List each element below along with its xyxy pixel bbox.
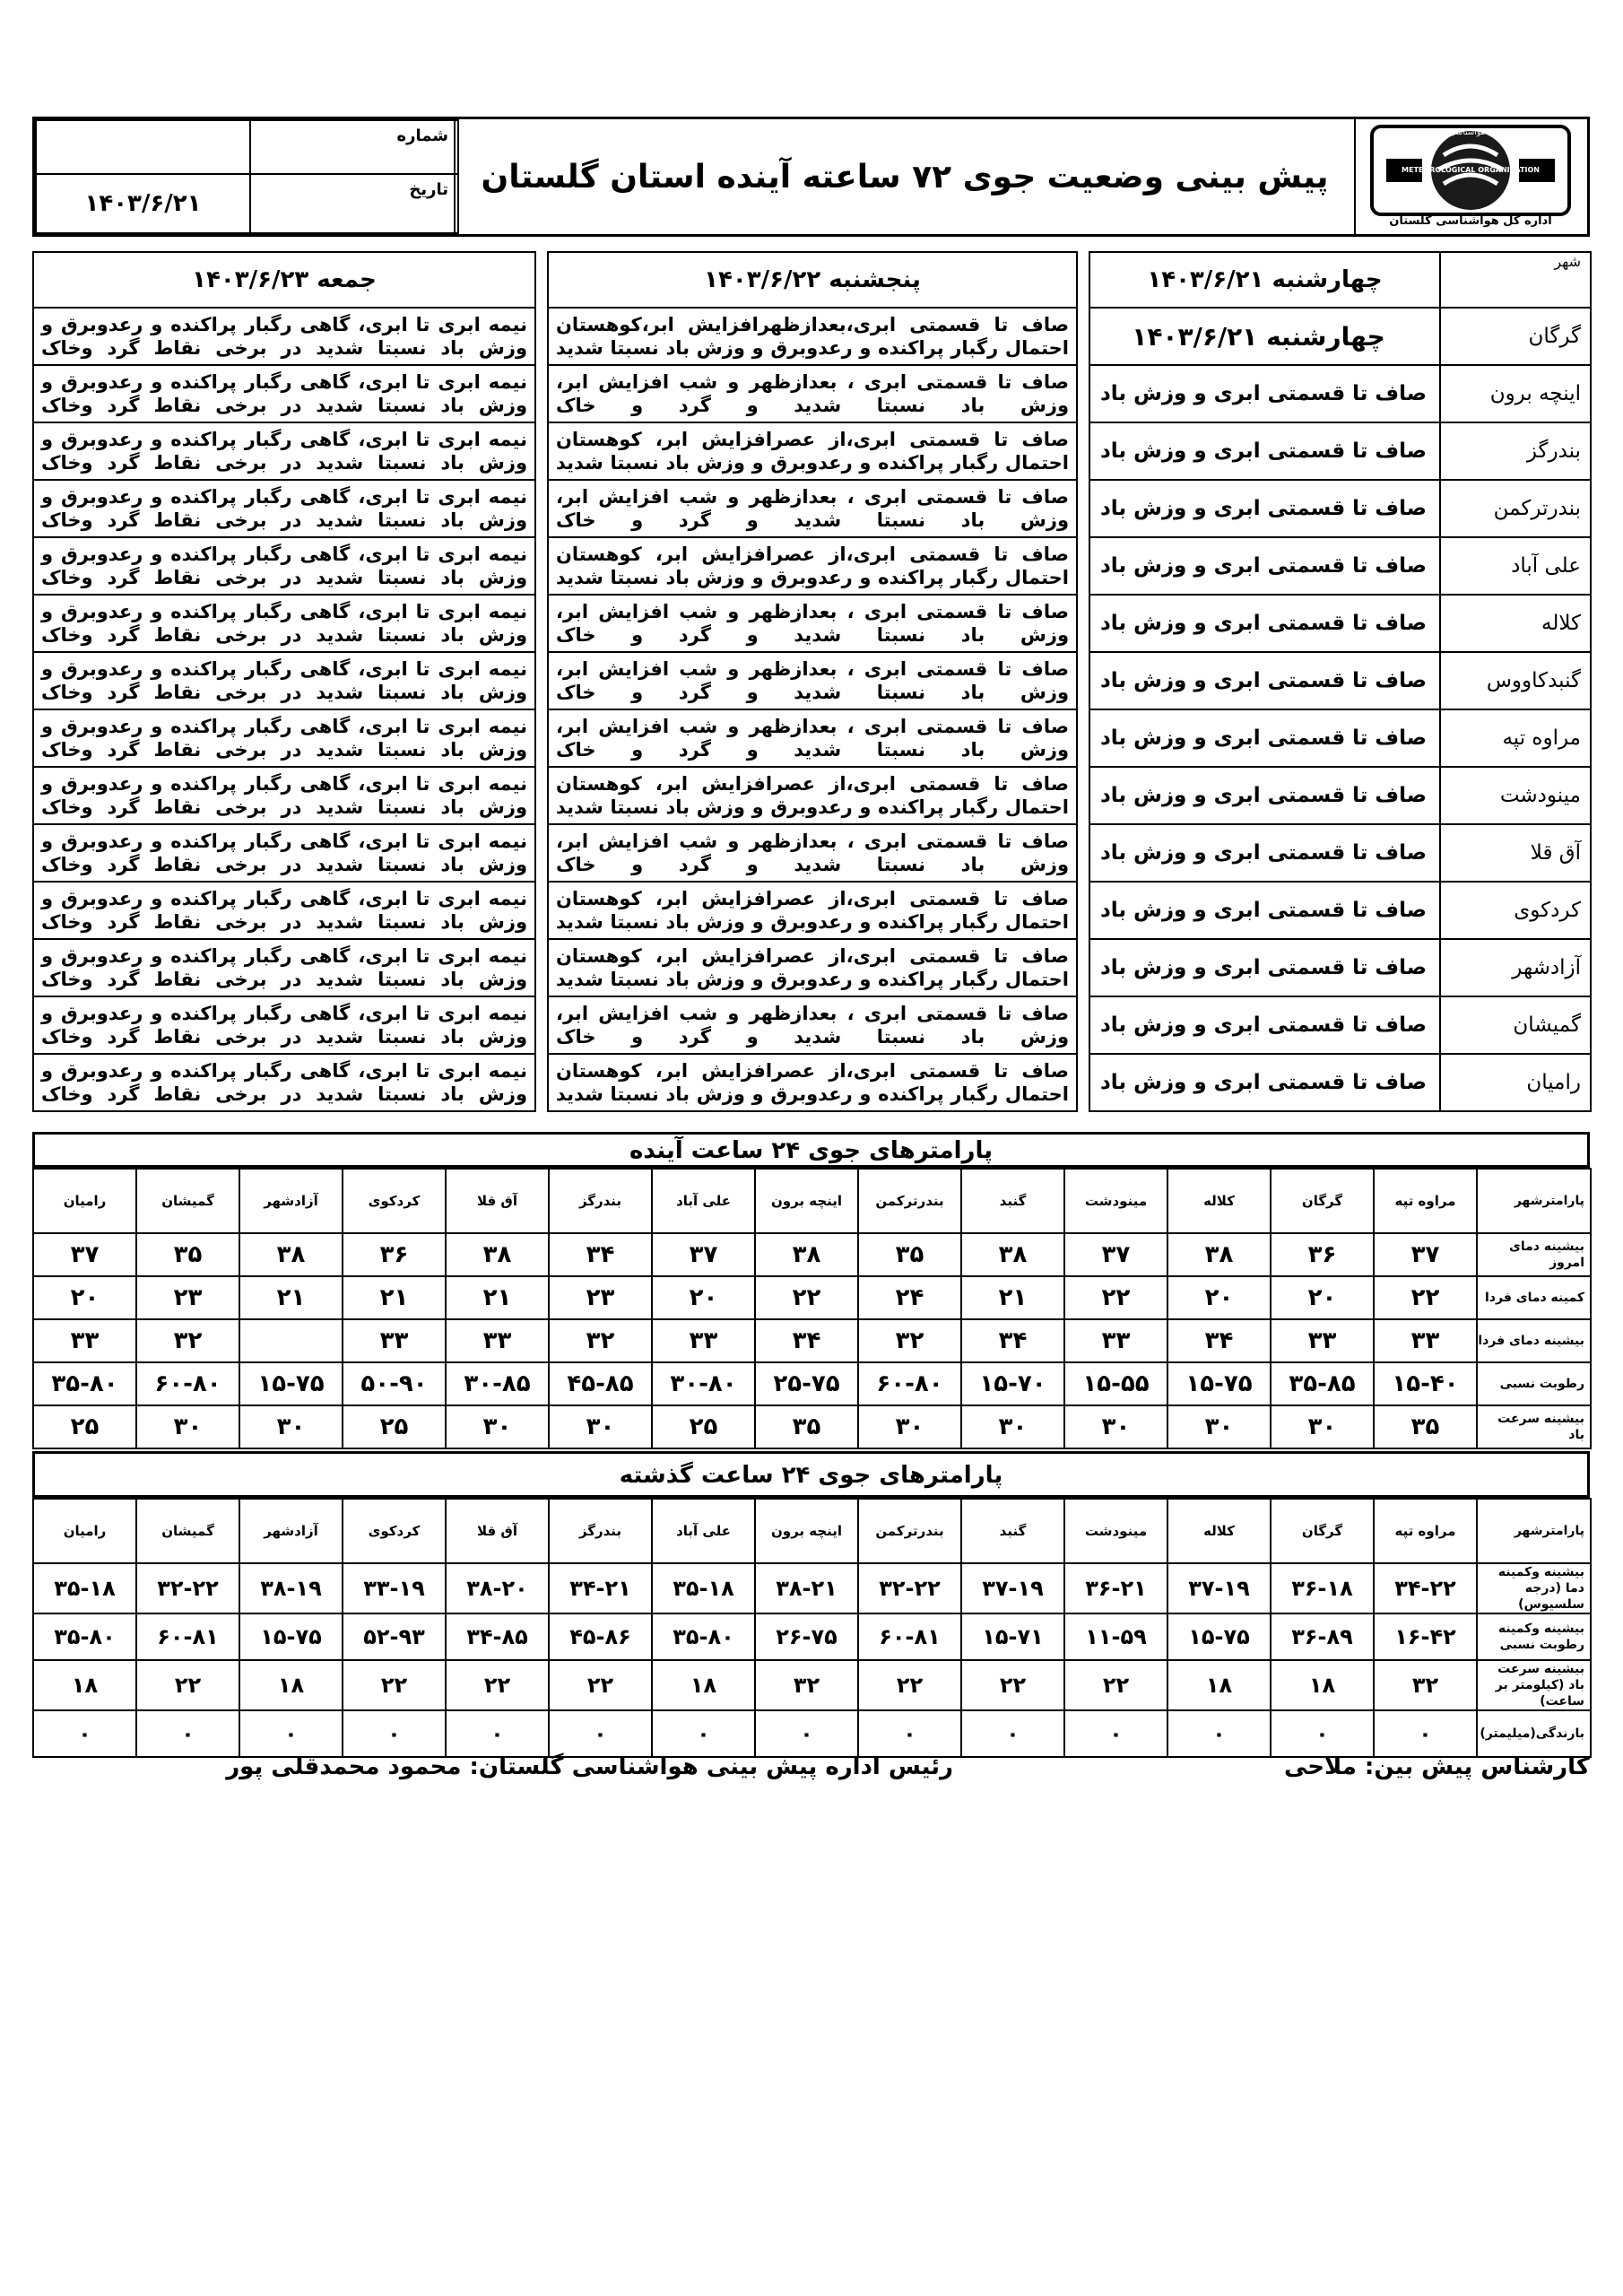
forecast-day3-cell: نیمه ابری تا ابری، گاهی رگبار پراکنده و رعدوبرق و وزش باد نسبتا شدید در برخی نقاط گرد وخاک bbox=[33, 824, 535, 882]
param-label-cell: بیشینه دمای فردا bbox=[1477, 1319, 1591, 1362]
param-value-cell: ۱۸ bbox=[1271, 1660, 1374, 1710]
param-value-cell: ۲۳ bbox=[136, 1276, 239, 1319]
forecaster-name: کارشناس پیش بین: ملاحی bbox=[1283, 1753, 1590, 1780]
day-header-3: جمعه ۱۴۰۳/۶/۲۳ bbox=[33, 252, 535, 308]
param-value-cell: ۳۴ bbox=[755, 1319, 858, 1362]
forecast-day1-cell: صاف تا قسمتی ابری و وزش باد bbox=[1089, 537, 1440, 595]
param-value-cell: ۳۵-۸۰ bbox=[652, 1613, 755, 1660]
param-value-cell: ۳۰ bbox=[961, 1405, 1064, 1448]
param-city-header: علی آباد bbox=[652, 1169, 755, 1233]
param-city-header: گمیشان bbox=[136, 1169, 239, 1233]
param-corner-header: پارامترشهر bbox=[1477, 1169, 1591, 1233]
param-corner-header: پارامترشهر bbox=[1477, 1499, 1591, 1563]
param-city-header: مینودشت bbox=[1064, 1169, 1167, 1233]
forecast-city-cell: بندرگز bbox=[1440, 422, 1591, 480]
param-city-header: بندرترکمن bbox=[858, 1499, 961, 1563]
forecast-city-cell: رامیان bbox=[1440, 1054, 1591, 1111]
param-value-cell: ۳۷ bbox=[652, 1233, 755, 1276]
param-city-header: اینچه برون bbox=[755, 1499, 858, 1563]
forecast-row bbox=[33, 824, 1591, 882]
forecast-row bbox=[33, 709, 1591, 767]
param-value-cell: ۵۲-۹۳ bbox=[343, 1613, 446, 1660]
param-city-header: گرگان bbox=[1271, 1169, 1374, 1233]
head-name: رئیس اداره پیش بینی هواشناسی گلستان: محمود محمدقلی پور bbox=[226, 1753, 953, 1780]
forecast-day3-cell: نیمه ابری تا ابری، گاهی رگبار پراکنده و رعدوبرق و وزش باد نسبتا شدید در برخی نقاط گرد وخاک bbox=[33, 480, 535, 537]
param-value-cell: ۳۶-۲۱ bbox=[1064, 1563, 1167, 1613]
param-value-cell: ۱۵-۷۱ bbox=[961, 1613, 1064, 1660]
param-value-cell: ۰ bbox=[1271, 1710, 1374, 1757]
param-value-cell: ۳۶ bbox=[1271, 1233, 1374, 1276]
day-header-2: پنجشنبه ۱۴۰۳/۶/۲۲ bbox=[548, 252, 1077, 308]
param-city-header: آزادشهر bbox=[239, 1169, 343, 1233]
param-value-cell: ۲۵ bbox=[652, 1405, 755, 1448]
forecast-day3-cell: نیمه ابری تا ابری، گاهی رگبار پراکنده و رعدوبرق و وزش باد نسبتا شدید در برخی نقاط گرد وخاک bbox=[33, 595, 535, 652]
param-value-cell: ۳۵-۱۸ bbox=[652, 1563, 755, 1613]
param-value-cell: ۰ bbox=[755, 1710, 858, 1757]
param-city-header: گنبد bbox=[961, 1169, 1064, 1233]
param-value-cell: ۲۵ bbox=[343, 1405, 446, 1448]
param-value-cell: ۳۷-۱۹ bbox=[961, 1563, 1064, 1613]
param-city-header: علی آباد bbox=[652, 1499, 755, 1563]
param-city-header: اینچه برون bbox=[755, 1169, 858, 1233]
param-value-cell: ۱۵-۴۰ bbox=[1374, 1362, 1477, 1405]
param-value-cell: ۲۱ bbox=[446, 1276, 549, 1319]
forecast-day3-cell: نیمه ابری تا ابری، گاهی رگبار پراکنده و رعدوبرق و وزش باد نسبتا شدید در برخی نقاط گرد وخاک bbox=[33, 882, 535, 939]
param-value-cell: ۲۲ bbox=[1374, 1276, 1477, 1319]
param-value-cell: ۳۲ bbox=[755, 1660, 858, 1710]
param-value-cell: ۳۰ bbox=[1064, 1405, 1167, 1448]
forecast-table bbox=[32, 251, 1592, 1112]
forecast-day3-cell: نیمه ابری تا ابری، گاهی رگبار پراکنده و رعدوبرق و وزش باد نسبتا شدید در برخی نقاط گرد وخاک bbox=[33, 537, 535, 595]
param-city-header: رامیان bbox=[33, 1499, 136, 1563]
forecast-row bbox=[33, 1054, 1591, 1111]
param-value-cell: ۱۵-۷۰ bbox=[961, 1362, 1064, 1405]
param-value-cell: ۱۵-۵۵ bbox=[1064, 1362, 1167, 1405]
forecast-row bbox=[33, 882, 1591, 939]
param-row bbox=[33, 1276, 1591, 1319]
forecast-day2-cell: صاف تا قسمتی ابری،از عصرافزایش ابر، کوهستان احتمال رگبار پراکنده و رعدوبرق و وزش باد نسبتا شدید bbox=[548, 1054, 1077, 1111]
param-city-header: آزادشهر bbox=[239, 1499, 343, 1563]
param-value-cell: ۳۴-۲۱ bbox=[549, 1563, 652, 1613]
next24-table bbox=[32, 1168, 1592, 1449]
param-value-cell: ۳۷ bbox=[1374, 1233, 1477, 1276]
forecast-city-cell: علی آباد bbox=[1440, 537, 1591, 595]
param-label-cell: بارندگی(میلیمتر) bbox=[1477, 1710, 1591, 1757]
param-value-cell: ۵۰-۹۰ bbox=[343, 1362, 446, 1405]
param-value-cell: ۱۵-۷۵ bbox=[239, 1613, 343, 1660]
forecast-day2-cell: صاف تا قسمتی ابری،از عصرافزایش ابر، کوهستان احتمال رگبار پراکنده و رعدوبرق و وزش باد نسبتا شدید bbox=[548, 422, 1077, 480]
param-value-cell: ۶۰-۸۱ bbox=[136, 1613, 239, 1660]
param-value-cell: ۳۲ bbox=[549, 1319, 652, 1362]
param-value-cell: ۳۵-۱۸ bbox=[33, 1563, 136, 1613]
param-city-header: مینودشت bbox=[1064, 1499, 1167, 1563]
param-city-header: بندرترکمن bbox=[858, 1169, 961, 1233]
forecast-day3-cell: نیمه ابری تا ابری، گاهی رگبار پراکنده و رعدوبرق و وزش باد نسبتا شدید در برخی نقاط گرد وخاک bbox=[33, 709, 535, 767]
param-value-cell: ۰ bbox=[1167, 1710, 1271, 1757]
param-value-cell: ۳۵-۸۰ bbox=[33, 1613, 136, 1660]
param-value-cell: ۰ bbox=[652, 1710, 755, 1757]
param-row bbox=[33, 1319, 1591, 1362]
param-value-cell: ۳۳ bbox=[446, 1319, 549, 1362]
forecast-day3-cell: نیمه ابری تا ابری، گاهی رگبار پراکنده و رعدوبرق و وزش باد نسبتا شدید در برخی نقاط گرد وخاک bbox=[33, 422, 535, 480]
page-title: پیش بینی وضعیت جوی ۷۲ ساعته آینده استان گلستان bbox=[481, 158, 1329, 196]
param-label-cell: بیشینه وکمینه رطوبت نسبی bbox=[1477, 1613, 1591, 1660]
param-value-cell: ۳۵-۸۵ bbox=[1271, 1362, 1374, 1405]
param-value-cell: ۰ bbox=[343, 1710, 446, 1757]
forecast-day2-cell: صاف تا قسمتی ابری ، بعدازظهر و شب افزایش ابر، وزش باد نسبتا شدید و گرد و خاک bbox=[548, 652, 1077, 709]
param-row bbox=[33, 1710, 1591, 1757]
param-value-cell: ۳۰ bbox=[1167, 1405, 1271, 1448]
forecast-row bbox=[33, 595, 1591, 652]
forecast-day2-cell: صاف تا قسمتی ابری،از عصرافزایش ابر، کوهستان احتمال رگبار پراکنده و رعدوبرق و وزش باد نسبتا شدید bbox=[548, 767, 1077, 824]
param-city-header: کردکوی bbox=[343, 1169, 446, 1233]
param-value-cell: ۳۰-۸۰ bbox=[652, 1362, 755, 1405]
param-value-cell: ۶۰-۸۰ bbox=[136, 1362, 239, 1405]
forecast-city-cell: آق قلا bbox=[1440, 824, 1591, 882]
param-value-cell: ۲۶-۷۵ bbox=[755, 1613, 858, 1660]
forecast-day3-cell: نیمه ابری تا ابری، گاهی رگبار پراکنده و رعدوبرق و وزش باد نسبتا شدید در برخی نقاط گرد وخاک bbox=[33, 1054, 535, 1111]
param-city-header: مراوه تپه bbox=[1374, 1499, 1477, 1563]
param-city-header: مراوه تپه bbox=[1374, 1169, 1477, 1233]
param-value-cell: ۰ bbox=[1374, 1710, 1477, 1757]
forecast-city-cell: کلاله bbox=[1440, 595, 1591, 652]
forecast-day2-cell: صاف تا قسمتی ابری،بعدازظهرافزایش ابر،کوهستان احتمال رگبار پراکنده و رعدوبرق و وزش باد نسبتا شدید bbox=[548, 308, 1077, 365]
forecast-day1-cell: صاف تا قسمتی ابری و وزش باد bbox=[1089, 767, 1440, 824]
forecast-day1-cell: صاف تا قسمتی ابری و وزش باد bbox=[1089, 882, 1440, 939]
param-city-header: کلاله bbox=[1167, 1499, 1271, 1563]
forecast-day2-cell: صاف تا قسمتی ابری ، بعدازظهر و شب افزایش ابر، وزش باد نسبتا شدید و گرد و خاک bbox=[548, 709, 1077, 767]
forecast-day1-cell: صاف تا قسمتی ابری و وزش باد bbox=[1089, 480, 1440, 537]
param-value-cell: ۰ bbox=[961, 1710, 1064, 1757]
param-city-header: گمیشان bbox=[136, 1499, 239, 1563]
param-value-cell bbox=[239, 1319, 343, 1362]
param-value-cell: ۳۵-۸۰ bbox=[33, 1362, 136, 1405]
forecast-row bbox=[33, 422, 1591, 480]
param-value-cell: ۳۲ bbox=[1374, 1660, 1477, 1710]
forecast-day2-cell: صاف تا قسمتی ابری ، بعدازظهر و شب افزایش ابر، وزش باد نسبتا شدید و گرد و خاک bbox=[548, 365, 1077, 422]
forecast-day3-cell: نیمه ابری تا ابری، گاهی رگبار پراکنده و رعدوبرق و وزش باد نسبتا شدید در برخی نقاط گرد وخاک bbox=[33, 939, 535, 996]
param-row bbox=[33, 1362, 1591, 1405]
forecast-day1-cell: صاف تا قسمتی ابری و وزش باد bbox=[1089, 824, 1440, 882]
forecast-day2-cell: صاف تا قسمتی ابری،از عصرافزایش ابر، کوهستان احتمال رگبار پراکنده و رعدوبرق و وزش باد نسبتا شدید bbox=[548, 939, 1077, 996]
param-value-cell: ۳۰ bbox=[446, 1405, 549, 1448]
forecast-day2-cell: صاف تا قسمتی ابری ، بعدازظهر و شب افزایش ابر، وزش باد نسبتا شدید و گرد و خاک bbox=[548, 824, 1077, 882]
forecast-day1-cell: صاف تا قسمتی ابری و وزش باد bbox=[1089, 652, 1440, 709]
forecast-row bbox=[33, 996, 1591, 1054]
forecast-row bbox=[33, 365, 1591, 422]
param-value-cell: ۲۲ bbox=[136, 1660, 239, 1710]
param-value-cell: ۳۰ bbox=[1271, 1405, 1374, 1448]
param-value-cell: ۳۳ bbox=[1064, 1319, 1167, 1362]
param-label-cell: بیشینه وکمینه دما (درجه سلسیوس) bbox=[1477, 1563, 1591, 1613]
param-value-cell: ۱۸ bbox=[33, 1660, 136, 1710]
param-value-cell: ۳۳-۱۹ bbox=[343, 1563, 446, 1613]
forecast-day3-cell: نیمه ابری تا ابری، گاهی رگبار پراکنده و رعدوبرق و وزش باد نسبتا شدید در برخی نقاط گرد وخاک bbox=[33, 308, 535, 365]
param-value-cell: ۲۰ bbox=[1271, 1276, 1374, 1319]
number-label: شماره bbox=[250, 120, 458, 174]
forecast-day2-cell: صاف تا قسمتی ابری،از عصرافزایش ابر، کوهستان احتمال رگبار پراکنده و رعدوبرق و وزش باد نسبتا شدید bbox=[548, 882, 1077, 939]
forecast-city-cell: کردکوی bbox=[1440, 882, 1591, 939]
param-value-cell: ۳۶ bbox=[343, 1233, 446, 1276]
param-value-cell: ۶۰-۸۱ bbox=[858, 1613, 961, 1660]
forecast-row bbox=[33, 939, 1591, 996]
param-city-header: گنبد bbox=[961, 1499, 1064, 1563]
forecast-day1-cell: صاف تا قسمتی ابری و وزش باد bbox=[1089, 939, 1440, 996]
param-value-cell: ۲۲ bbox=[858, 1660, 961, 1710]
date-value: ۱۴۰۳/۶/۲۱ bbox=[36, 174, 250, 233]
next24-title: پارامترهای جوی ۲۴ ساعت آینده bbox=[32, 1132, 1590, 1168]
param-row bbox=[33, 1405, 1591, 1448]
param-value-cell: ۲۳ bbox=[549, 1276, 652, 1319]
param-value-cell: ۳۸ bbox=[446, 1233, 549, 1276]
param-city-header: آق قلا bbox=[446, 1499, 549, 1563]
param-value-cell: ۳۰ bbox=[549, 1405, 652, 1448]
forecast-day1-cell: صاف تا قسمتی ابری و وزش باد bbox=[1089, 595, 1440, 652]
param-value-cell: ۱۶-۴۲ bbox=[1374, 1613, 1477, 1660]
forecast-day2-cell: صاف تا قسمتی ابری،از عصرافزایش ابر، کوهستان احتمال رگبار پراکنده و رعدوبرق و وزش باد نسبتا شدید bbox=[548, 537, 1077, 595]
forecast-city-cell: گرگان bbox=[1440, 308, 1591, 365]
meta-box bbox=[35, 119, 459, 234]
param-value-cell: ۳۸-۱۹ bbox=[239, 1563, 343, 1613]
day-header-1: چهارشنبه ۱۴۰۳/۶/۲۱ bbox=[1089, 252, 1440, 308]
param-value-cell: ۳۵ bbox=[858, 1233, 961, 1276]
param-value-cell: ۱۵-۷۵ bbox=[239, 1362, 343, 1405]
param-value-cell: ۲۲ bbox=[755, 1276, 858, 1319]
param-value-cell: ۲۲ bbox=[446, 1660, 549, 1710]
forecast-city-cell: آزادشهر bbox=[1440, 939, 1591, 996]
param-value-cell: ۳۷ bbox=[33, 1233, 136, 1276]
param-value-cell: ۳۸ bbox=[755, 1233, 858, 1276]
forecast-day1-cell: صاف تا قسمتی ابری و وزش باد bbox=[1089, 422, 1440, 480]
logo-top-text: سازمان هواشناسی کشور bbox=[1428, 128, 1514, 137]
forecast-day3-cell: نیمه ابری تا ابری، گاهی رگبار پراکنده و رعدوبرق و وزش باد نسبتا شدید در برخی نقاط گرد وخاک bbox=[33, 767, 535, 824]
forecast-row bbox=[33, 537, 1591, 595]
param-value-cell: ۳۸ bbox=[239, 1233, 343, 1276]
param-value-cell: ۳۸ bbox=[1167, 1233, 1271, 1276]
document-header bbox=[32, 117, 1590, 237]
forecast-day1-cell: صاف تا قسمتی ابری و وزش باد bbox=[1089, 709, 1440, 767]
forecast-city-cell: گنبدکاووس bbox=[1440, 652, 1591, 709]
param-value-cell: ۲۱ bbox=[239, 1276, 343, 1319]
param-value-cell: ۰ bbox=[549, 1710, 652, 1757]
param-city-header: بندرگز bbox=[549, 1169, 652, 1233]
param-value-cell: ۳۶-۱۸ bbox=[1271, 1563, 1374, 1613]
forecast-city-cell: بندرترکمن bbox=[1440, 480, 1591, 537]
param-value-cell: ۲۲ bbox=[1064, 1660, 1167, 1710]
param-header-row bbox=[33, 1169, 1591, 1233]
param-label-cell: رطوبت نسبی bbox=[1477, 1362, 1591, 1405]
param-city-header: رامیان bbox=[33, 1169, 136, 1233]
forecast-row bbox=[33, 480, 1591, 537]
param-value-cell: ۰ bbox=[239, 1710, 343, 1757]
param-label-cell: بیشینه سرعت باد (کیلومتر بر ساعت) bbox=[1477, 1660, 1591, 1710]
param-value-cell: ۶۰-۸۰ bbox=[858, 1362, 961, 1405]
param-value-cell: ۳۵ bbox=[1374, 1405, 1477, 1448]
param-value-cell: ۳۴ bbox=[549, 1233, 652, 1276]
forecast-row bbox=[33, 308, 1591, 365]
param-value-cell: ۴۵-۸۶ bbox=[549, 1613, 652, 1660]
logo-box bbox=[1354, 119, 1587, 234]
param-row bbox=[33, 1233, 1591, 1276]
param-label-cell: بیشینه سرعت باد bbox=[1477, 1405, 1591, 1448]
param-value-cell: ۲۲ bbox=[1064, 1276, 1167, 1319]
param-value-cell: ۲۲ bbox=[961, 1660, 1064, 1710]
param-value-cell: ۲۱ bbox=[961, 1276, 1064, 1319]
param-value-cell: ۳۳ bbox=[33, 1319, 136, 1362]
param-value-cell: ۰ bbox=[446, 1710, 549, 1757]
param-value-cell: ۲۲ bbox=[549, 1660, 652, 1710]
logo-en-text: METEOROLOGICAL ORGANIZATION bbox=[1402, 166, 1540, 174]
param-label-cell: کمینه دمای فردا bbox=[1477, 1276, 1591, 1319]
number-value bbox=[36, 120, 250, 174]
param-value-cell: ۳۲-۲۲ bbox=[136, 1563, 239, 1613]
forecast-row bbox=[33, 652, 1591, 709]
param-value-cell: ۳۷ bbox=[1064, 1233, 1167, 1276]
forecast-day1-cell: صاف تا قسمتی ابری و وزش باد bbox=[1089, 1054, 1440, 1111]
param-value-cell: ۳۳ bbox=[1374, 1319, 1477, 1362]
param-label-cell: بیشینه دمای امروز bbox=[1477, 1233, 1591, 1276]
city-header: شهر bbox=[1440, 252, 1591, 308]
param-value-cell: ۳۶-۸۹ bbox=[1271, 1613, 1374, 1660]
param-value-cell: ۳۲-۲۲ bbox=[858, 1563, 961, 1613]
param-value-cell: ۲۱ bbox=[343, 1276, 446, 1319]
param-value-cell: ۲۰ bbox=[33, 1276, 136, 1319]
param-value-cell: ۲۲ bbox=[343, 1660, 446, 1710]
param-city-header: بندرگز bbox=[549, 1499, 652, 1563]
footer bbox=[32, 1753, 1590, 1789]
param-value-cell: ۲۵ bbox=[33, 1405, 136, 1448]
param-value-cell: ۲۴ bbox=[858, 1276, 961, 1319]
param-value-cell: ۳۲ bbox=[858, 1319, 961, 1362]
param-value-cell: ۳۰ bbox=[858, 1405, 961, 1448]
forecast-day3-cell: نیمه ابری تا ابری، گاهی رگبار پراکنده و رعدوبرق و وزش باد نسبتا شدید در برخی نقاط گرد وخاک bbox=[33, 365, 535, 422]
forecast-day1-cell: چهارشنبه ۱۴۰۳/۶/۲۱ bbox=[1089, 308, 1440, 365]
param-value-cell: ۰ bbox=[1064, 1710, 1167, 1757]
param-value-cell: ۱۵-۷۵ bbox=[1167, 1362, 1271, 1405]
param-value-cell: ۳۴-۸۵ bbox=[446, 1613, 549, 1660]
param-value-cell: ۳۴ bbox=[961, 1319, 1064, 1362]
param-value-cell: ۱۵-۷۵ bbox=[1167, 1613, 1271, 1660]
param-value-cell: ۳۷-۱۹ bbox=[1167, 1563, 1271, 1613]
title-box bbox=[454, 119, 1354, 234]
forecast-day3-cell: نیمه ابری تا ابری، گاهی رگبار پراکنده و رعدوبرق و وزش باد نسبتا شدید در برخی نقاط گرد وخاک bbox=[33, 652, 535, 709]
param-value-cell: ۳۰ bbox=[136, 1405, 239, 1448]
param-value-cell: ۲۵-۷۵ bbox=[755, 1362, 858, 1405]
param-header-row bbox=[33, 1499, 1591, 1563]
forecast-day2-cell: صاف تا قسمتی ابری ، بعدازظهر و شب افزایش ابر، وزش باد نسبتا شدید و گرد و خاک bbox=[548, 595, 1077, 652]
param-row bbox=[33, 1660, 1591, 1710]
forecast-city-cell: گمیشان bbox=[1440, 996, 1591, 1054]
forecast-day2-cell: صاف تا قسمتی ابری ، بعدازظهر و شب افزایش ابر، وزش باد نسبتا شدید و گرد و خاک bbox=[548, 480, 1077, 537]
param-value-cell: ۴۵-۸۵ bbox=[549, 1362, 652, 1405]
param-value-cell: ۰ bbox=[136, 1710, 239, 1757]
param-value-cell: ۳۸-۲۰ bbox=[446, 1563, 549, 1613]
param-value-cell: ۱۸ bbox=[1167, 1660, 1271, 1710]
param-value-cell: ۳۳ bbox=[343, 1319, 446, 1362]
forecast-row bbox=[33, 767, 1591, 824]
date-label: تاریخ bbox=[250, 174, 458, 233]
param-value-cell: ۳۴-۲۲ bbox=[1374, 1563, 1477, 1613]
param-value-cell: ۳۳ bbox=[1271, 1319, 1374, 1362]
param-city-header: آق قلا bbox=[446, 1169, 549, 1233]
param-value-cell: ۰ bbox=[33, 1710, 136, 1757]
forecast-day1-cell: صاف تا قسمتی ابری و وزش باد bbox=[1089, 365, 1440, 422]
param-city-header: کلاله bbox=[1167, 1169, 1271, 1233]
param-value-cell: ۲۰ bbox=[652, 1276, 755, 1319]
param-value-cell: ۳۲ bbox=[136, 1319, 239, 1362]
param-value-cell: ۳۴ bbox=[1167, 1319, 1271, 1362]
param-city-header: گرگان bbox=[1271, 1499, 1374, 1563]
param-value-cell: ۳۳ bbox=[652, 1319, 755, 1362]
param-value-cell: ۳۸-۲۱ bbox=[755, 1563, 858, 1613]
param-value-cell: ۳۵ bbox=[136, 1233, 239, 1276]
param-value-cell: ۱۸ bbox=[652, 1660, 755, 1710]
param-value-cell: ۱۱-۵۹ bbox=[1064, 1613, 1167, 1660]
param-value-cell: ۲۰ bbox=[1167, 1276, 1271, 1319]
param-value-cell: ۳۰-۸۵ bbox=[446, 1362, 549, 1405]
past24-table bbox=[32, 1498, 1592, 1758]
param-row bbox=[33, 1563, 1591, 1613]
forecast-day1-cell: صاف تا قسمتی ابری و وزش باد bbox=[1089, 996, 1440, 1054]
forecast-city-cell: مراوه تپه bbox=[1440, 709, 1591, 767]
param-row bbox=[33, 1613, 1591, 1660]
past24-title: پارامترهای جوی ۲۴ ساعت گذشته bbox=[32, 1451, 1590, 1498]
param-city-header: کردکوی bbox=[343, 1499, 446, 1563]
param-value-cell: ۱۸ bbox=[239, 1660, 343, 1710]
forecast-city-cell: مینودشت bbox=[1440, 767, 1591, 824]
param-value-cell: ۳۸ bbox=[961, 1233, 1064, 1276]
logo-bottom-text: اداره کل هواشناسی گلستان bbox=[1389, 214, 1552, 228]
param-value-cell: ۰ bbox=[858, 1710, 961, 1757]
forecast-day3-cell: نیمه ابری تا ابری، گاهی رگبار پراکنده و رعدوبرق و وزش باد نسبتا شدید در برخی نقاط گرد وخاک bbox=[33, 996, 535, 1054]
forecast-day2-cell: صاف تا قسمتی ابری ، بعدازظهر و شب افزایش ابر، وزش باد نسبتا شدید و گرد و خاک bbox=[548, 996, 1077, 1054]
param-value-cell: ۳۵ bbox=[755, 1405, 858, 1448]
forecast-city-cell: اینچه برون bbox=[1440, 365, 1591, 422]
param-value-cell: ۳۰ bbox=[239, 1405, 343, 1448]
